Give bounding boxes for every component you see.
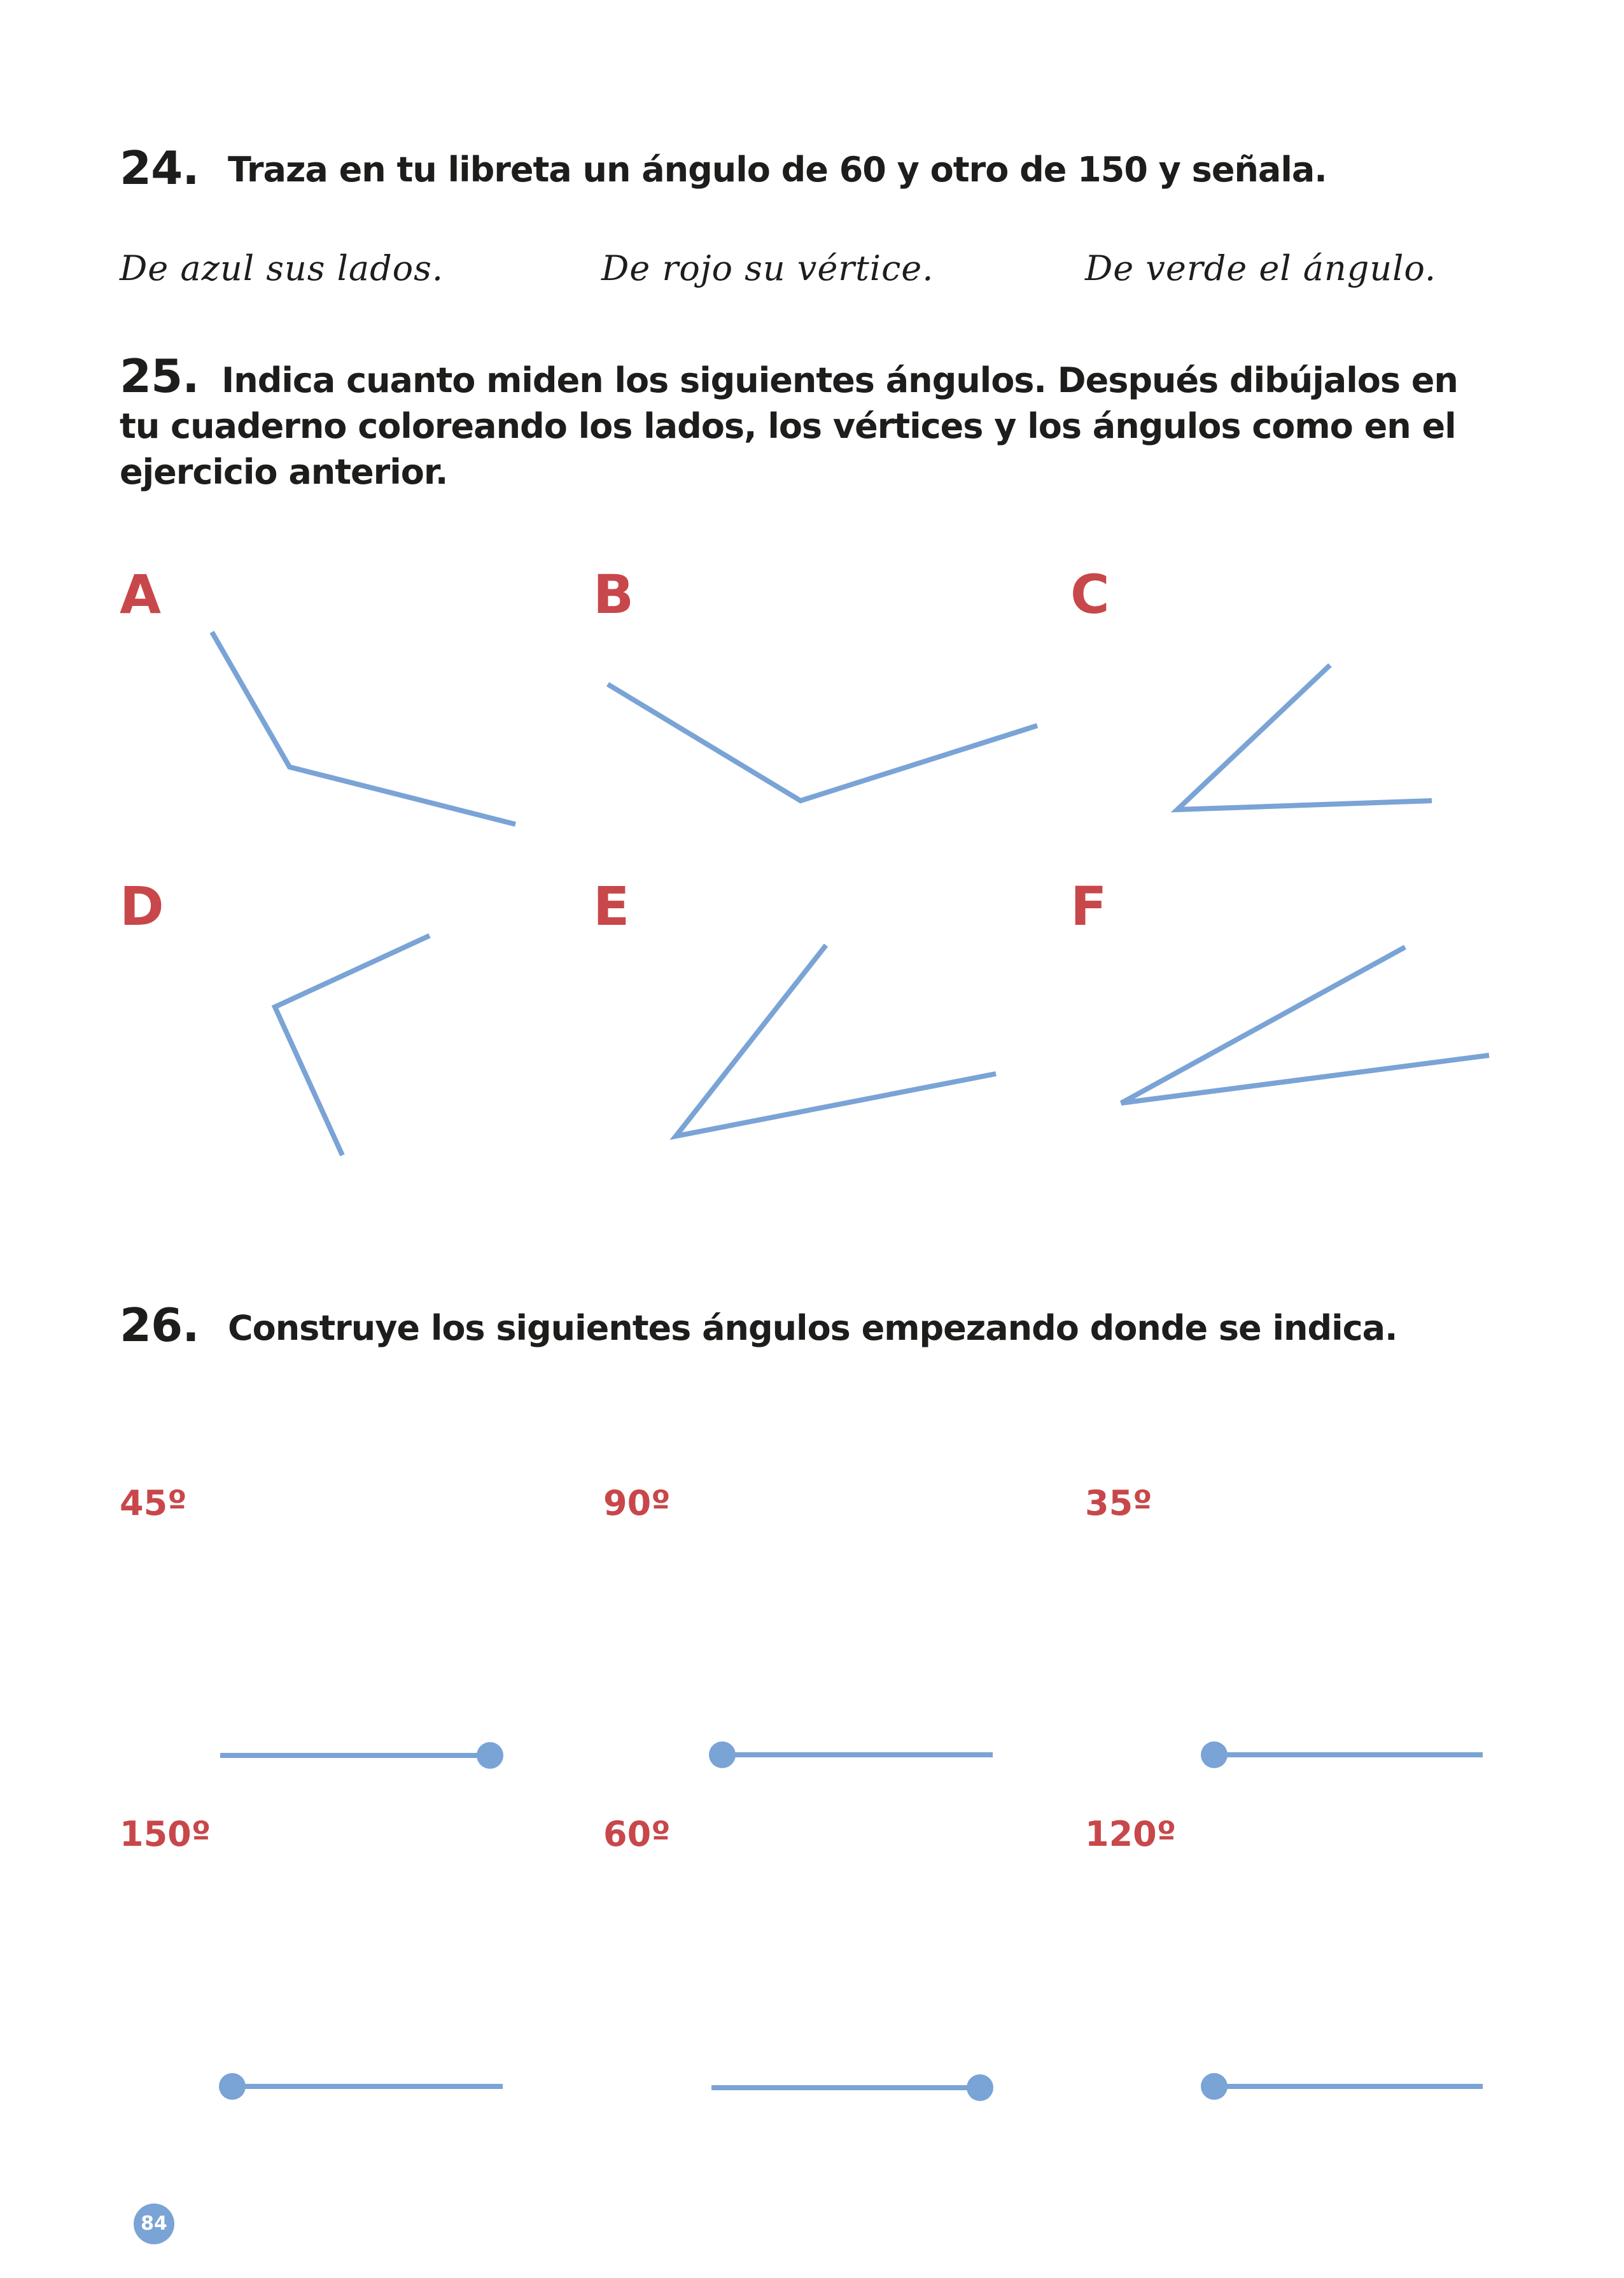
vertex-45 (477, 1742, 503, 1769)
angle-label-e: E (593, 875, 630, 938)
q25-text: Indica cuanto miden los siguientes ángulos. Después dibújalos en tu cuaderno coloreando los lados, los vértices y los ángulos como en el ejercicio anterior. (120, 360, 1458, 492)
degree-label-45: 45º (120, 1483, 187, 1523)
q24-item-angle: De verde el ángulo. (1085, 248, 1437, 288)
angle-b (608, 684, 1037, 801)
q26-text: Construye los siguientes ángulos empezando donde se indica. (228, 1308, 1397, 1348)
q24-item-vertex: De rojo su vértice. (601, 248, 934, 288)
q24-item-sides: De azul sus lados. (120, 248, 444, 288)
angle-d (275, 936, 430, 1155)
vertex-150 (219, 2073, 246, 2100)
angle-label-c: C (1070, 563, 1110, 626)
vertex-60 (967, 2074, 993, 2101)
page-number: 84 (134, 2204, 174, 2244)
angle-label-a: A (120, 563, 162, 626)
angle-label-f: F (1070, 875, 1107, 938)
degree-label-90: 90º (603, 1483, 671, 1523)
q25-number: 25. (120, 349, 199, 403)
angle-label-d: D (120, 875, 164, 938)
vertex-90 (709, 1741, 736, 1768)
degree-label-35: 35º (1085, 1483, 1152, 1523)
degree-label-60: 60º (603, 1814, 671, 1854)
q26-number: 26. (120, 1298, 199, 1352)
vertex-35 (1201, 1741, 1228, 1768)
angle-label-b: B (593, 563, 634, 626)
q24-text: Traza en tu libreta un ángulo de 60 y otro de 150 y señala. (228, 150, 1327, 190)
degree-label-150: 150º (120, 1814, 211, 1854)
angle-a (212, 632, 515, 824)
q24-number: 24. (120, 141, 199, 195)
angle-f (1121, 947, 1489, 1103)
angle-c (1177, 665, 1432, 810)
vertex-120 (1201, 2073, 1228, 2100)
degree-label-120: 120º (1085, 1814, 1177, 1854)
angle-e (676, 945, 996, 1136)
